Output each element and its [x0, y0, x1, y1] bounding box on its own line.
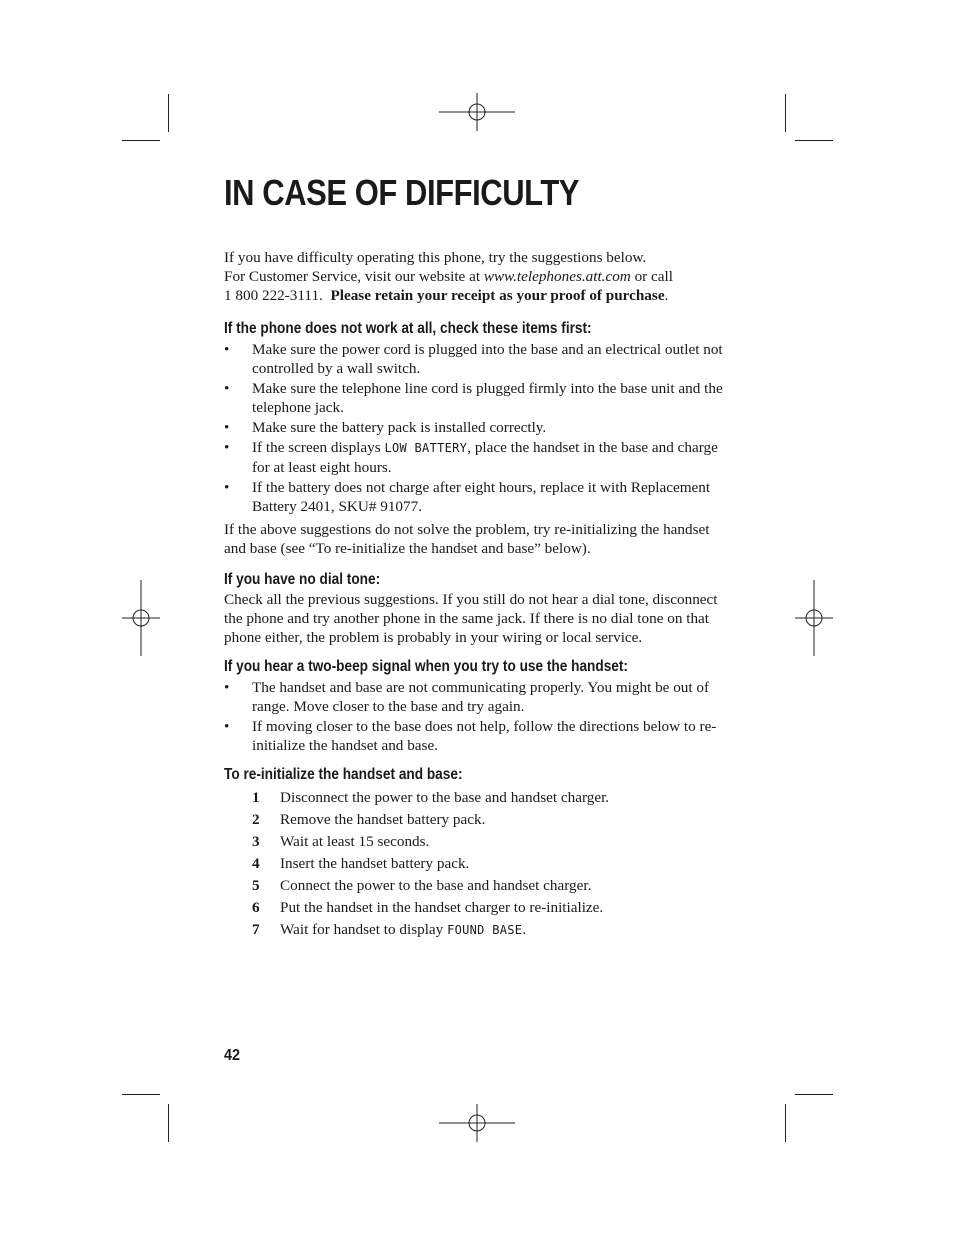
intro-line-2-post: or call — [630, 268, 673, 285]
step-item — [252, 788, 724, 810]
step-item — [252, 810, 724, 832]
list-item-text-pre: If the screen displays — [252, 439, 385, 456]
list-item — [224, 678, 724, 716]
step-item — [252, 854, 724, 876]
step-item — [252, 832, 724, 854]
step-number: 3 — [252, 833, 260, 850]
crop-mark-tl-h — [122, 140, 160, 141]
receipt-note: Please retain your receipt as your proof of purchase — [330, 287, 665, 304]
step-text: Connect the power to the base and handset charger. — [280, 877, 592, 894]
section-heading-dial-tone: If you have no dial tone: — [224, 571, 381, 588]
not-work-followup: If the above suggestions do not solve the problem, try re-initializing the handset and base (see “To re-initialize the handset and base” below). — [224, 521, 710, 557]
registration-mark-left-icon — [122, 580, 160, 656]
bullet-icon: • — [224, 718, 230, 735]
intro-line-3 — [224, 286, 724, 305]
bullet-icon: • — [224, 380, 230, 397]
list-item-text: Make sure the power cord is plugged into the base and an electrical outlet not controlled by a wall switch. — [252, 341, 723, 377]
crop-mark-bl-h — [122, 1094, 160, 1095]
dial-tone-text: Check all the previous suggestions. If you still do not hear a dial tone, disconnect the phone and try another phone in the same jack. If there is no dial tone on that phone either, the problem is probably in your wiring or local service. — [224, 591, 718, 646]
step-number: 5 — [252, 877, 260, 894]
page-title: IN CASE OF DIFFICULTY — [224, 172, 580, 213]
step-item — [252, 920, 724, 942]
step-number: 7 — [252, 921, 260, 938]
crop-mark-br-h — [795, 1094, 833, 1095]
bullet-icon: • — [224, 419, 230, 436]
bullet-icon: • — [224, 679, 230, 696]
step-item — [252, 876, 724, 898]
registration-mark-right-icon — [795, 580, 833, 656]
list-item-text: If the battery does not charge after eight hours, replace it with Replacement Battery 2401, SKU# 91077. — [252, 479, 711, 515]
crop-mark-tr-v — [785, 94, 786, 132]
step-text-post: . — [522, 921, 527, 938]
list-item — [224, 438, 724, 477]
bullet-icon: • — [224, 341, 230, 358]
list-item — [224, 478, 724, 516]
crop-mark-br-v — [785, 1104, 786, 1142]
section-heading-reinit: To re-initialize the handset and base: — [224, 766, 463, 783]
step-text: Put the handset in the handset charger to re-initialize. — [280, 899, 604, 916]
step-number: 2 — [252, 811, 260, 828]
reinit-steps — [224, 788, 724, 942]
list-item — [224, 340, 724, 378]
page-number: 42 — [224, 1047, 241, 1064]
list-item — [224, 717, 724, 755]
receipt-note-end: . — [664, 287, 669, 304]
list-item — [224, 379, 724, 417]
list-item-text: The handset and base are not communicating properly. You might be out of range. Move closer to the base and try again. — [252, 679, 710, 715]
intro-paragraph — [224, 248, 724, 305]
step-text-pre: Wait for handset to display — [280, 921, 448, 938]
step-text: Insert the handset battery pack. — [280, 855, 470, 872]
intro-line-1: If you have difficulty operating this phone, try the suggestions below. — [224, 249, 647, 266]
step-text: Disconnect the power to the base and handset charger. — [280, 789, 610, 806]
intro-line-2 — [224, 267, 724, 286]
list-item-text: Make sure the telephone line cord is plugged firmly into the base unit and the telephone jack. — [252, 380, 723, 416]
registration-mark-top-icon — [439, 93, 515, 131]
customer-service-phone: 1 800 222-3111. — [224, 287, 323, 304]
display-text-found-base: FOUND BASE — [447, 923, 523, 937]
section-heading-not-work: If the phone does not work at all, check these items first: — [224, 320, 592, 337]
crop-mark-bl-v — [168, 1104, 169, 1142]
not-work-checklist — [224, 340, 724, 516]
step-number: 6 — [252, 899, 260, 916]
list-item-text: Make sure the battery pack is installed correctly. — [252, 419, 547, 436]
step-number: 1 — [252, 789, 260, 806]
bullet-icon: • — [224, 479, 230, 496]
step-text: Remove the handset battery pack. — [280, 811, 486, 828]
list-item-text-post: , place the handset in the base and charge for at least eight hours. — [252, 439, 718, 476]
step-number: 4 — [252, 855, 260, 872]
list-item — [224, 418, 724, 437]
crop-mark-tr-h — [795, 140, 833, 141]
section-heading-two-beep: If you hear a two-beep signal when you try to use the handset: — [224, 658, 628, 675]
step-text: Wait at least 15 seconds. — [280, 833, 430, 850]
crop-mark-tl-v — [168, 94, 169, 132]
intro-line-2-pre: For Customer Service, visit our website at — [224, 268, 484, 285]
page-content — [224, 248, 724, 942]
two-beep-list — [224, 678, 724, 755]
list-item-text: If moving closer to the base does not help, follow the directions below to re-initialize the handset and base. — [252, 718, 717, 754]
registration-mark-bottom-icon — [439, 1104, 515, 1142]
website-link[interactable]: www.telephones.att.com — [483, 268, 631, 285]
step-item — [252, 898, 724, 920]
display-text-low-battery: LOW BATTERY — [384, 441, 468, 455]
bullet-icon: • — [224, 439, 230, 456]
